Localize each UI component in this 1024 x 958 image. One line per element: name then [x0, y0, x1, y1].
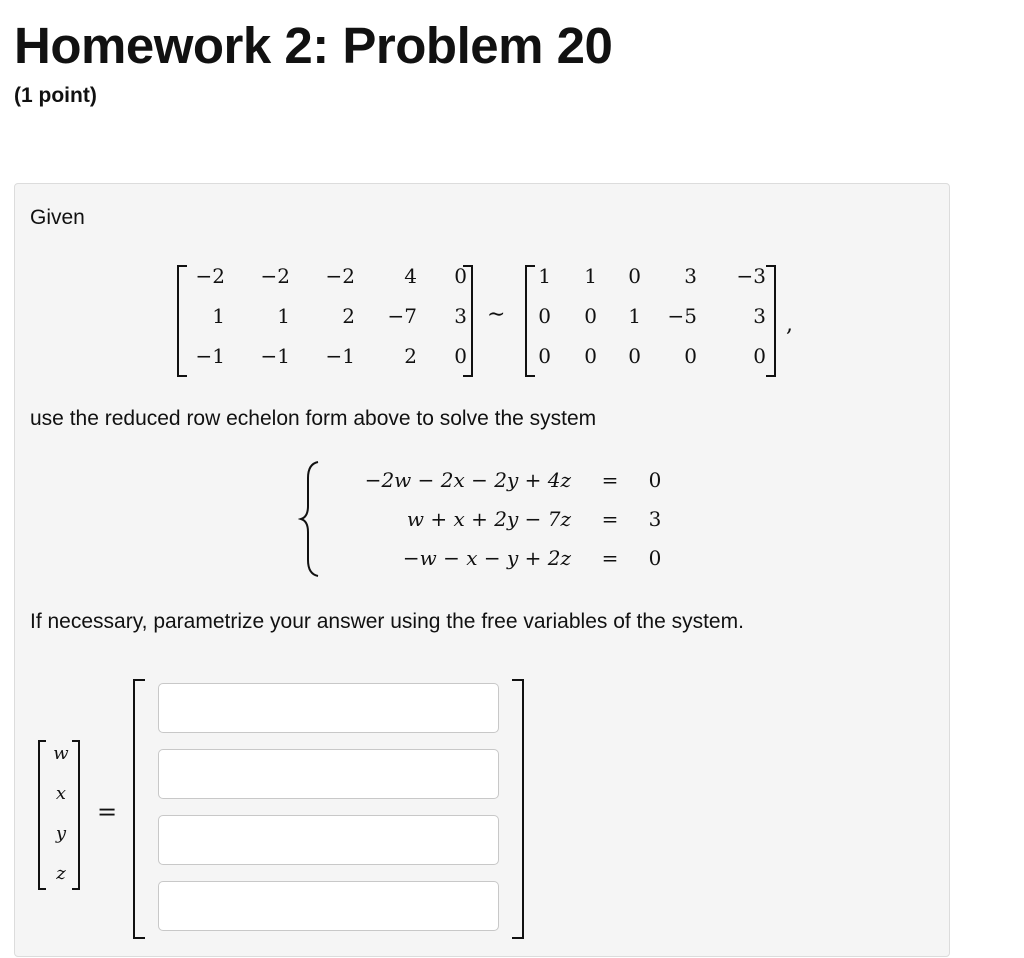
given-label: Given	[30, 206, 85, 229]
matrix-b-cell: 0	[538, 304, 551, 328]
equation-2-rhs: 3	[648, 507, 662, 531]
equation-2-equals: =	[601, 507, 619, 531]
matrix-a-cell: −2	[325, 264, 355, 288]
matrix-a-cell: 4	[404, 264, 417, 288]
matrix-a-cell: −1	[325, 344, 355, 368]
matrix-b-cell: 0	[584, 344, 597, 368]
matrix-b-cell: 3	[753, 304, 766, 328]
matrix-a-cell: 2	[404, 344, 417, 368]
answer-vector-right-bracket	[512, 679, 524, 939]
matrix-a-cell: 1	[277, 304, 290, 328]
matrix-a-cell: 0	[454, 264, 467, 288]
points-label: (1 point)	[14, 84, 97, 107]
parametrize-instruction: If necessary, parametrize your answer using the free variables of the system.	[30, 610, 744, 633]
variable-w: w	[53, 743, 69, 764]
matrix-a-cell: −1	[260, 344, 290, 368]
answer-input-y[interactable]	[158, 815, 499, 865]
equation-1-lhs: −2w − 2x − 2y + 4z	[364, 468, 571, 492]
matrix-b-cell: 0	[628, 264, 641, 288]
equation-3-equals: =	[601, 546, 619, 570]
equation-2-lhs: w + x + 2y − 7z	[406, 507, 571, 531]
matrix-b	[530, 256, 766, 376]
matrix-a-cell: 3	[454, 304, 467, 328]
matrix-b-right-bracket	[766, 265, 776, 377]
matrix-a-cell: −7	[387, 304, 417, 328]
matrix-a-cell: −1	[195, 344, 225, 368]
matrix-a-cell: −2	[195, 264, 225, 288]
matrix-a-cell: 2	[342, 304, 355, 328]
answer-input-x[interactable]	[158, 749, 499, 799]
equation-1-rhs: 0	[648, 468, 662, 492]
answer-vector-left-bracket	[133, 679, 145, 939]
answer-input-z[interactable]	[158, 881, 499, 931]
page-title: Homework 2: Problem 20	[14, 17, 613, 74]
equals-sign: =	[97, 798, 118, 826]
matrix-b-cell: −5	[667, 304, 697, 328]
matrix-b-cell: −3	[736, 264, 766, 288]
equation-3-lhs: −w − x − y + 2z	[402, 546, 571, 570]
matrix-b-cell: 1	[538, 264, 551, 288]
row-equivalence-symbol: ∼	[487, 302, 506, 327]
instruction-text: use the reduced row echelon form above to solve the system	[30, 407, 597, 430]
matrix-b-cell: 1	[584, 264, 597, 288]
equation-1-equals: =	[601, 468, 619, 492]
matrix-b-cell: 3	[684, 264, 697, 288]
matrix-a-cell: 0	[454, 344, 467, 368]
matrix-b-cell: 1	[628, 304, 641, 328]
matrix-a	[185, 256, 467, 376]
variable-y: y	[55, 823, 67, 844]
answer-input-w[interactable]	[158, 683, 499, 733]
matrix-b-cell: 0	[753, 344, 766, 368]
variable-x: x	[55, 783, 67, 804]
variable-z: z	[56, 863, 66, 884]
variable-vector-right-bracket	[72, 740, 80, 890]
equation-3-rhs: 0	[648, 546, 662, 570]
matrix-b-cell: 0	[584, 304, 597, 328]
matrix-a-right-bracket	[463, 265, 473, 377]
matrix-b-cell: 0	[538, 344, 551, 368]
matrix-a-cell: −2	[260, 264, 290, 288]
matrix-a-cell: 1	[212, 304, 225, 328]
comma: ,	[786, 312, 793, 337]
matrix-b-cell: 0	[684, 344, 697, 368]
matrix-b-cell: 0	[628, 344, 641, 368]
